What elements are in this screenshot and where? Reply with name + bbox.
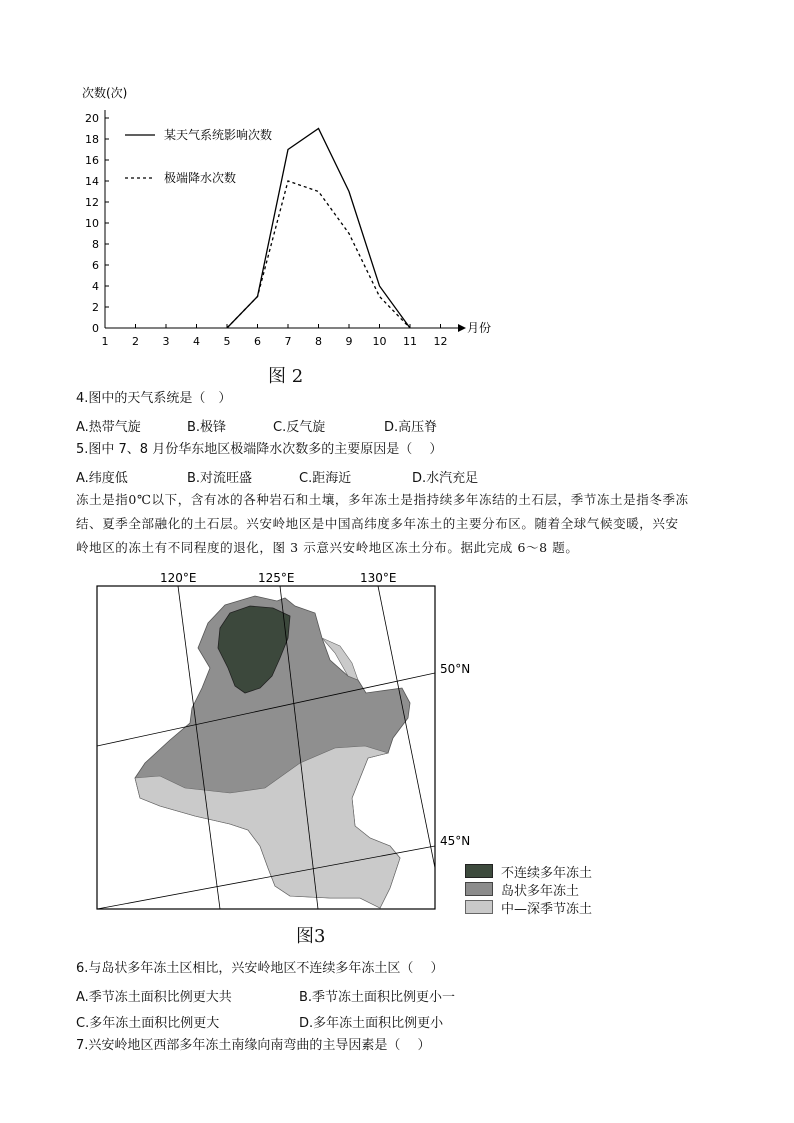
- legend-item-island: [465, 880, 592, 898]
- x-tick-label: 2: [132, 335, 139, 348]
- q4-option-b: B.极锋: [187, 420, 227, 435]
- y-tick-label: 12: [85, 196, 99, 209]
- legend-swatch-seasonal: [465, 900, 493, 914]
- y-tick-label: 0: [92, 322, 99, 335]
- passage-line: 冻土是指0℃以下，含有冰的各种岩石和土壤，多年冻土是指持续多年冻结的土石层，季节冻土是指冬季冻: [76, 492, 689, 507]
- x-tick-label: 9: [345, 335, 353, 348]
- frozen-soil-map: [90, 568, 490, 918]
- lat-label-50n: 50°N: [440, 662, 471, 676]
- x-tick-label: 10: [372, 335, 387, 348]
- passage-line: 结、夏季全部融化的土石层。兴安岭地区是中国高纬度多年冻土的主要分布区。随着全球气候变暖，兴安: [76, 516, 679, 531]
- lon-label-125e: 125°E: [258, 571, 295, 585]
- x-axis-arrow: [458, 324, 466, 332]
- y-tick-label: 16: [85, 154, 99, 167]
- legend-swatch-discontinuous: [465, 864, 493, 878]
- series-line-weather-system: [227, 129, 410, 329]
- x-tick-label: 3: [162, 335, 170, 348]
- q4-option-a: A.热带气旋: [76, 420, 141, 435]
- lon-label-130e: 130°E: [360, 571, 397, 585]
- series-line-extreme-precipitation: [227, 181, 410, 328]
- legend-solid-label: 某天气系统影响次数: [164, 128, 273, 142]
- q5-option-a: A.纬度低: [76, 471, 128, 486]
- q5-option-c: C.距海近: [299, 471, 352, 486]
- line-chart: [70, 80, 510, 360]
- legend-swatch-island: [465, 882, 493, 896]
- legend-label-seasonal: 中—深季节冻土: [501, 901, 593, 917]
- question-4-stem: 4.图中的天气系统是（ ）: [76, 391, 232, 406]
- figure-2-caption: 图 2: [268, 366, 304, 387]
- q6-option-d: D.多年冻土面积比例更小: [299, 1016, 444, 1031]
- q6-option-b: B.季节冻土面积比例更小一: [299, 990, 456, 1005]
- legend-label-discontinuous: 不连续多年冻土: [501, 865, 593, 881]
- x-tick-label: 4: [193, 335, 200, 348]
- passage: [76, 488, 736, 560]
- q4-option-c: C.反气旋: [273, 420, 326, 435]
- lat-label-45n: 45°N: [440, 834, 471, 848]
- y-tick-label: 2: [92, 301, 99, 314]
- legend-item-seasonal: [465, 898, 592, 916]
- figure-3-caption: 图3: [296, 926, 326, 947]
- y-tick-label: 4: [92, 280, 99, 293]
- x-tick-label: 12: [433, 335, 448, 348]
- x-tick-label: 11: [403, 335, 417, 348]
- x-tick-label: 6: [254, 335, 261, 348]
- question-7-stem: 7.兴安岭地区西部多年冻土南缘向南弯曲的主导因素是（ ）: [76, 1038, 431, 1053]
- x-tick-label: 8: [315, 335, 322, 348]
- y-tick-label: 14: [85, 175, 99, 188]
- x-tick-label: 7: [284, 335, 292, 348]
- q4-option-d: D.高压脊: [384, 420, 438, 435]
- passage-line: 岭地区的冻土有不同程度的退化，图 3 示意兴安岭地区冻土分布。据此完成 6～8 题。: [76, 540, 579, 555]
- question-6-stem: 6.与岛状多年冻土区相比，兴安岭地区不连续多年冻土区（ ）: [76, 961, 444, 976]
- legend-dashed-label: 极端降水次数: [164, 171, 237, 185]
- y-axis-title: 次数(次): [82, 86, 128, 100]
- legend-label-island: 岛状多年冻土: [501, 883, 580, 899]
- question-5-stem: 5.图中 7、8 月份华东地区极端降水次数多的主要原因是（ ）: [76, 442, 443, 457]
- q5-option-b: B.对流旺盛: [187, 471, 253, 486]
- y-tick-label: 18: [85, 133, 99, 146]
- y-tick-label: 10: [85, 217, 99, 230]
- lon-label-120e: 120°E: [160, 571, 197, 585]
- y-tick-label: 20: [85, 112, 99, 125]
- y-tick-label: 6: [92, 259, 99, 272]
- x-axis-title: 月份: [467, 321, 492, 335]
- q5-option-d: D.水汽充足: [412, 471, 479, 486]
- legend-item-discontinuous: [465, 862, 592, 880]
- y-tick-label: 8: [92, 238, 99, 251]
- q6-option-a: A.季节冻土面积比例更大共: [76, 990, 232, 1005]
- map-legend: [465, 862, 592, 916]
- x-tick-label: 5: [223, 335, 231, 348]
- x-tick-label: 1: [101, 335, 109, 348]
- q6-option-c: C.多年冻土面积比例更大: [76, 1016, 220, 1031]
